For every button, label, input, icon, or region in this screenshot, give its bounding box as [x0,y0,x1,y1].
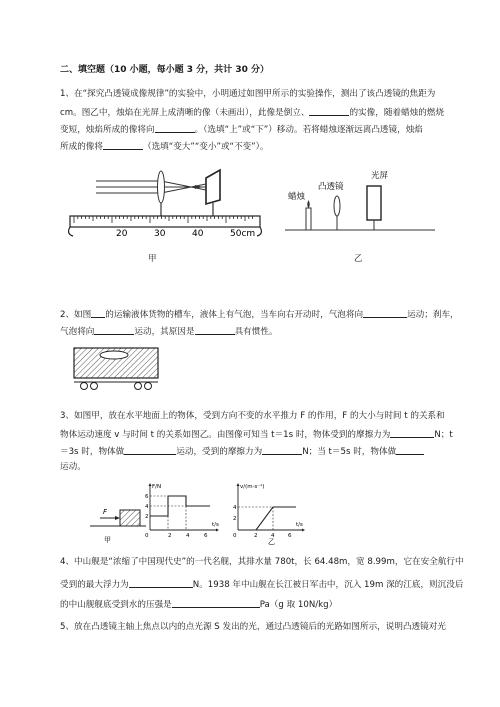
q2-line-2 [60,325,278,338]
q1-text: 。（选填“上”或“下”）移动。若将蜡烛逐渐远离凸透镜，烛焰 [194,125,423,135]
q1-line-4 [60,140,269,153]
ruler-end [69,227,73,236]
answer-blank[interactable] [91,308,105,318]
q3-text: ＝3s 时，物体做 [60,447,125,457]
section-title: 二、填空题（10 小题，每小题 3 分，共计 30 分） [60,65,269,75]
q3-line-3 [60,445,424,458]
convex-lens-icon [158,171,165,203]
x-tick-label: 4 [271,533,275,539]
q4-line-1: 4、中山舰是“浓缩了中国现代史”的一代名舰，其排水量 780t，长 64.48m，宽 8.99m，它在安全航行中 [60,557,464,567]
answer-blank[interactable] [363,308,407,318]
q1-text: （选填“变大”“变小”或“不变”）。 [142,142,269,152]
screen-label: 光屏 [371,171,389,181]
q3-text: 物体运动速度 v 与时间 t 的关系如图乙。由图像可知当 t＝1s 时，物体受到的摩擦力为 [60,430,391,440]
x-tick-label: 2 [254,533,258,539]
q4-text: 受到的最大浮力为 [60,580,129,590]
ruler-tick-label: 30 [154,229,166,239]
x-axis-label: t/s [212,522,219,528]
answer-blank[interactable] [124,445,176,455]
y-axis-label: v/(m·s⁻¹) [240,484,265,490]
q4-line-2 [60,578,463,591]
velocity-time-graph [233,483,305,539]
q1-text: 变短，烛焰所成的像将向 [60,125,155,135]
answer-blank[interactable] [309,106,349,116]
figure-caption-b: 乙 [268,538,275,546]
ruler-tick-label: 20 [116,229,128,239]
force-motion-figure [90,482,430,548]
answer-blank[interactable] [390,428,434,438]
lens-label: 凸透镜 [318,182,344,192]
q1-text: cm。图乙中，烛焰在光屏上成清晰的像（未画出），此像是倒立、 [60,108,310,118]
y-tick-label: 2 [145,514,149,520]
x-tick-label: 6 [204,533,208,539]
x-tick-label: 2 [168,533,172,539]
q2-text: 的运输液体货物的槽车，液体上有气泡，当车向右开动时，气泡将向 [105,310,364,320]
answer-blank[interactable] [103,140,143,150]
q4-text: N。1938 年中山舰在长江被日军击中，沉入 19m 深的江底，则沉没后 [192,580,464,590]
q5-line-1: 5、放在凸透镜主轴上焦点以内的点光源 S 发出的光，通过凸透镜后的光路如图所示，说明凸透镜对光 [60,622,446,632]
arrow-head-icon [216,529,219,532]
q2-text: 具有惯性。 [234,327,278,337]
y-tick-label: 4 [233,505,237,511]
origin-label: 0 [145,533,149,539]
q1-line-3 [60,123,423,136]
figure-caption-a: 甲 [148,254,157,264]
q2-text: 运动，其原因是 [134,327,195,337]
q3-text: N；当 t＝5s 时，物体做 [302,447,397,457]
answer-blank[interactable] [262,445,302,455]
answer-blank[interactable] [129,578,193,588]
arrow-head-icon [302,529,305,532]
light-screen-icon [367,186,381,220]
x-axis-label: t/s [296,522,303,528]
q1-line-1: 1、在“探究凸透镜成像规律”的实验中，小明通过如图甲所示的实验操作，测出了该凸透镜的焦距为 [60,89,436,99]
y-axis-label: F/N [152,484,162,490]
q3-line-1: 3、如图甲，放在水平地面上的物体，受到方向不变的水平推力 F 的作用，F 的大小与时间 t 的关系和 [60,411,445,421]
answer-blank[interactable] [195,325,235,335]
answer-blank[interactable] [396,445,424,455]
air-bubble-icon [100,351,128,359]
ruler-tick-label: 50cm [230,229,256,239]
wheel-icon [135,383,142,390]
q2-text: 2、如图 [60,310,92,320]
ruler-end [257,227,261,236]
y-tick-label: 2 [233,516,237,522]
y-tick-label: 6 [145,494,149,500]
answer-blank[interactable] [94,325,134,335]
q1-line-2 [60,106,444,119]
y-tick-label: 4 [145,504,149,510]
candle-lens-screen-figure [285,168,435,238]
wheel-icon [145,383,152,390]
origin-label: 0 [233,533,237,539]
velocity-line [238,507,296,530]
q3-text: N；t [434,430,453,440]
block-icon [120,510,140,526]
wheel-icon [81,383,88,390]
flame-icon [307,200,310,208]
figure-caption-a: 甲 [104,536,111,544]
candle-label: 蜡烛 [288,192,306,202]
q4-text: 的中山舰舰底受到水的压强是 [60,600,172,610]
force-label: F [103,508,108,516]
wheel-icon [91,383,98,390]
q1-text: 所成的像将 [60,142,103,152]
figure-caption-b: 乙 [354,254,363,264]
q2-text: 气泡将向 [60,327,95,337]
q4-line-3 [60,598,337,611]
answer-blank[interactable] [155,123,195,133]
ruler-tick-label: 40 [192,229,204,239]
q1-text: 的实像，随着蜡烛的燃烧 [349,108,444,118]
candle-icon [306,208,311,230]
q3-line-2 [60,428,453,441]
convex-lens-icon [334,196,340,216]
arrow-head-icon [115,516,120,520]
light-screen-icon [206,170,220,204]
x-tick-label: 4 [186,533,190,539]
q3-text: 运动，受到的摩擦力为 [176,447,263,457]
force-time-graph [145,483,219,539]
q3-line-4: 运动。 [60,462,86,472]
optical-bench-figure [66,160,266,242]
x-tick-label: 6 [288,533,292,539]
tank-truck-figure [72,346,162,396]
answer-blank[interactable] [172,598,260,608]
q2-line-1 [60,308,459,321]
q4-text: Pa（g 取 10N/kg） [259,600,338,610]
q2-text: 运动；刹车， [407,310,459,320]
